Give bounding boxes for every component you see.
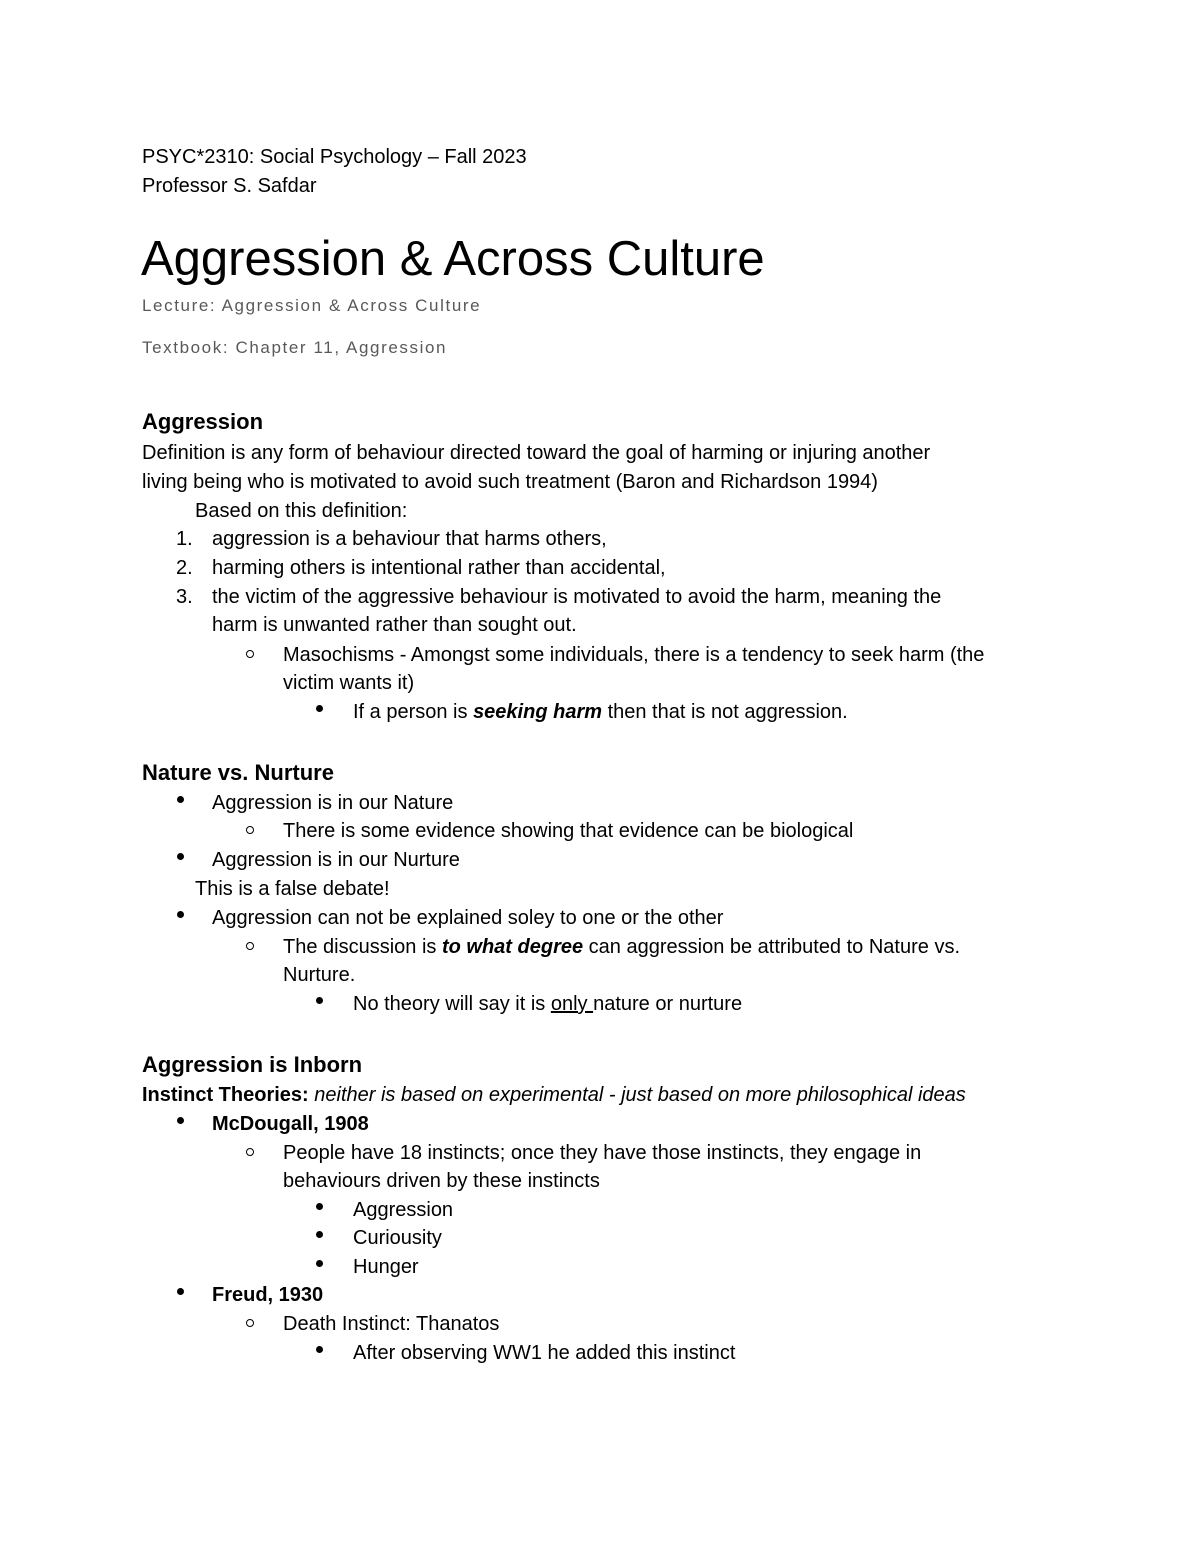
instinct-theories-line	[142, 1081, 966, 1109]
masochism-line-2: victim wants it)	[283, 672, 415, 694]
bold-label: Instinct Theories:	[142, 1084, 309, 1106]
underlined-text: only	[550, 993, 594, 1015]
hollow-bullet-icon	[246, 1148, 254, 1156]
bullet-icon	[316, 1260, 323, 1267]
list-number: 2.	[176, 557, 193, 579]
not-explained-bullet: Aggression can not be explained soley to one or the other	[212, 907, 724, 929]
discussion-line-1	[283, 933, 960, 961]
emphasis-text: to what degree	[441, 936, 584, 958]
list-item: Hunger	[353, 1256, 419, 1278]
nurture-bullet: Aggression is in our Nurture	[212, 849, 460, 871]
heading-aggression-is-inborn: Aggression is Inborn	[142, 1052, 363, 1077]
hollow-bullet-icon	[246, 826, 254, 834]
professor-line: Professor S. Safdar	[142, 175, 317, 197]
death-instinct-line: Death Instinct: Thanatos	[283, 1313, 500, 1335]
list-item: Curiousity	[353, 1227, 442, 1249]
list-item-continuation: harm is unwanted rather than sought out.	[212, 614, 577, 636]
hollow-bullet-icon	[246, 1319, 254, 1327]
bullet-icon	[316, 997, 323, 1004]
bullet-icon	[177, 796, 184, 803]
bullet-icon	[177, 853, 184, 860]
bullet-icon	[316, 1203, 323, 1210]
textbook-subtitle: Textbook: Chapter 11, Aggression	[142, 338, 448, 357]
course-line: PSYC*2310: Social Psychology – Fall 2023	[142, 146, 527, 168]
text-run: can aggression be attributed to Nature vs.	[583, 936, 960, 958]
false-debate-line: This is a false debate!	[195, 878, 390, 900]
discussion-line-2: Nurture.	[283, 964, 356, 986]
italic-note: neither is based on experimental - just based on more philosophical ideas	[308, 1084, 966, 1106]
bullet-icon	[316, 705, 323, 712]
hollow-bullet-icon	[246, 942, 254, 950]
text-run: then that is not aggression.	[602, 701, 848, 723]
biological-evidence-line: There is some evidence showing that evidence can be biological	[283, 820, 854, 842]
text-run: nature or nurture	[593, 993, 743, 1015]
list-item: Aggression	[353, 1199, 454, 1221]
masochism-line-1: Masochisms - Amongst some individuals, there is a tendency to seek harm (the	[283, 644, 985, 666]
list-item: aggression is a behaviour that harms others,	[212, 528, 607, 550]
list-number: 3.	[176, 586, 193, 608]
list-number: 1.	[176, 528, 193, 550]
no-theory-line	[353, 990, 742, 1018]
hollow-bullet-icon	[246, 650, 254, 658]
based-on-definition: Based on this definition:	[195, 500, 408, 522]
seeking-harm-line	[353, 698, 848, 726]
mcdougall-bullet: McDougall, 1908	[212, 1113, 369, 1135]
bullet-icon	[316, 1346, 323, 1353]
text-run: If a person is	[353, 701, 474, 723]
list-item: harming others is intentional rather than accidental,	[212, 557, 666, 579]
definition-line-2: living being who is motivated to avoid such treatment (Baron and Richardson 1994)	[142, 471, 878, 493]
definition-line-1: Definition is any form of behaviour directed toward the goal of harming or injuring another	[142, 442, 931, 464]
list-item: the victim of the aggressive behaviour is motivated to avoid the harm, meaning the	[212, 586, 942, 608]
text-run: No theory will say it is	[353, 993, 551, 1015]
lecture-subtitle: Lecture: Aggression & Across Culture	[142, 296, 482, 315]
bullet-icon	[177, 1117, 184, 1124]
bullet-icon	[316, 1231, 323, 1238]
instincts-line-2: behaviours driven by these instincts	[283, 1170, 600, 1192]
ww1-line: After observing WW1 he added this instinct	[353, 1342, 736, 1364]
page-title: Aggression & Across Culture	[141, 232, 765, 286]
nature-bullet: Aggression is in our Nature	[212, 792, 454, 814]
bullet-icon	[177, 911, 184, 918]
freud-bullet: Freud, 1930	[212, 1284, 324, 1306]
text-run: The discussion is	[283, 936, 442, 958]
emphasis-text: seeking harm	[473, 701, 603, 723]
instincts-line-1: People have 18 instincts; once they have those instincts, they engage in	[283, 1142, 922, 1164]
bullet-icon	[177, 1288, 184, 1295]
heading-aggression: Aggression	[142, 409, 264, 434]
heading-nature-vs-nurture: Nature vs. Nurture	[142, 760, 334, 785]
